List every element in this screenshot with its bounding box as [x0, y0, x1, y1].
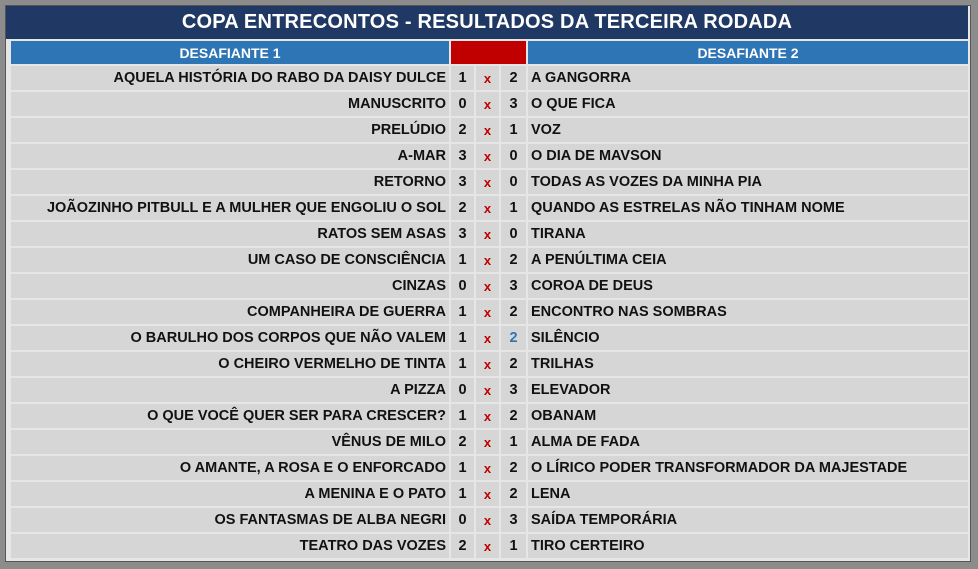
score-1: 2 [451, 430, 474, 454]
versus-separator: x [476, 196, 499, 220]
score-2: 1 [501, 430, 526, 454]
challenger-2-title: LENA [528, 482, 968, 506]
challenger-2-title: COROA DE DEUS [528, 274, 968, 298]
versus-separator: x [476, 534, 499, 558]
versus-separator: x [476, 404, 499, 428]
score-1: 1 [451, 248, 474, 272]
challenger-2-title: ENCONTRO NAS SOMBRAS [528, 300, 968, 324]
score-2: 3 [501, 378, 526, 402]
score-1: 2 [451, 118, 474, 142]
challenger-2-title: TIRANA [528, 222, 968, 246]
versus-separator: x [476, 118, 499, 142]
page-title: COPA ENTRECONTOS - RESULTADOS DA TERCEIRA RODADA [6, 6, 968, 39]
match-row [11, 196, 968, 220]
challenger-2-title: TRILHAS [528, 352, 968, 376]
header-challenger-1: DESAFIANTE 1 [11, 41, 449, 64]
score-2: 0 [501, 144, 526, 168]
score-1: 1 [451, 326, 474, 350]
versus-separator: x [476, 508, 499, 532]
match-row [11, 456, 968, 480]
score-1: 1 [451, 300, 474, 324]
versus-separator: x [476, 430, 499, 454]
match-row [11, 248, 968, 272]
challenger-1-title: JOÃOZINHO PITBULL E A MULHER QUE ENGOLIU O SOL [11, 196, 449, 220]
versus-separator: x [476, 456, 499, 480]
score-1: 1 [451, 352, 474, 376]
score-2: 3 [501, 508, 526, 532]
match-row [11, 144, 968, 168]
versus-separator: x [476, 326, 499, 350]
header-challenger-2: DESAFIANTE 2 [528, 41, 968, 64]
challenger-2-title: A GANGORRA [528, 66, 968, 90]
versus-separator: x [476, 352, 499, 376]
match-row [11, 430, 968, 454]
match-row [11, 378, 968, 402]
challenger-1-title: A PIZZA [11, 378, 449, 402]
challenger-2-title: ELEVADOR [528, 378, 968, 402]
match-rows [11, 66, 968, 560]
challenger-1-title: TEATRO DAS VOZES [11, 534, 449, 558]
score-2: 3 [501, 92, 526, 116]
score-2: 3 [501, 274, 526, 298]
challenger-1-title: A MENINA E O PATO [11, 482, 449, 506]
match-row [11, 274, 968, 298]
versus-separator: x [476, 378, 499, 402]
versus-separator: x [476, 170, 499, 194]
versus-separator: x [476, 274, 499, 298]
challenger-2-title: VOZ [528, 118, 968, 142]
match-row [11, 508, 968, 532]
header-score [451, 41, 526, 64]
score-1: 3 [451, 144, 474, 168]
challenger-1-title: O CHEIRO VERMELHO DE TINTA [11, 352, 449, 376]
score-1: 1 [451, 66, 474, 90]
challenger-1-title: OS FANTASMAS DE ALBA NEGRI [11, 508, 449, 532]
score-1: 1 [451, 404, 474, 428]
challenger-1-title: O BARULHO DOS CORPOS QUE NÃO VALEM [11, 326, 449, 350]
challenger-2-title: QUANDO AS ESTRELAS NÃO TINHAM NOME [528, 196, 968, 220]
challenger-2-title: O DIA DE MAVSON [528, 144, 968, 168]
score-1: 3 [451, 222, 474, 246]
match-row [11, 300, 968, 324]
score-2: 0 [501, 170, 526, 194]
score-1: 2 [451, 534, 474, 558]
challenger-1-title: A-MAR [11, 144, 449, 168]
versus-separator: x [476, 248, 499, 272]
score-1: 0 [451, 378, 474, 402]
match-row [11, 326, 968, 350]
match-row [11, 118, 968, 142]
versus-separator: x [476, 66, 499, 90]
challenger-2-title: TODAS AS VOZES DA MINHA PIA [528, 170, 968, 194]
match-row [11, 92, 968, 116]
match-row [11, 352, 968, 376]
match-row [11, 404, 968, 428]
challenger-2-title: O LÍRICO PODER TRANSFORMADOR DA MAJESTADE [528, 456, 968, 480]
challenger-2-title: ALMA DE FADA [528, 430, 968, 454]
score-2: 2 [501, 248, 526, 272]
challenger-1-title: VÊNUS DE MILO [11, 430, 449, 454]
score-2: 2 [501, 326, 526, 350]
challenger-2-title: SAÍDA TEMPORÁRIA [528, 508, 968, 532]
challenger-1-title: PRELÚDIO [11, 118, 449, 142]
match-row [11, 170, 968, 194]
challenger-1-title: O AMANTE, A ROSA E O ENFORCADO [11, 456, 449, 480]
score-1: 0 [451, 508, 474, 532]
challenger-2-title: A PENÚLTIMA CEIA [528, 248, 968, 272]
challenger-1-title: O QUE VOCÊ QUER SER PARA CRESCER? [11, 404, 449, 428]
versus-separator: x [476, 482, 499, 506]
score-2: 0 [501, 222, 526, 246]
challenger-2-title: TIRO CERTEIRO [528, 534, 968, 558]
versus-separator: x [476, 222, 499, 246]
match-row [11, 482, 968, 506]
match-row [11, 534, 968, 558]
score-1: 3 [451, 170, 474, 194]
score-2: 2 [501, 404, 526, 428]
score-2: 2 [501, 482, 526, 506]
challenger-2-title: O QUE FICA [528, 92, 968, 116]
score-1: 0 [451, 92, 474, 116]
versus-separator: x [476, 300, 499, 324]
challenger-1-title: AQUELA HISTÓRIA DO RABO DA DAISY DULCE [11, 66, 449, 90]
challenger-1-title: RETORNO [11, 170, 449, 194]
score-2: 2 [501, 456, 526, 480]
challenger-1-title: MANUSCRITO [11, 92, 449, 116]
match-row [11, 222, 968, 246]
versus-separator: x [476, 144, 499, 168]
score-1: 1 [451, 482, 474, 506]
challenger-1-title: CINZAS [11, 274, 449, 298]
score-2: 1 [501, 118, 526, 142]
score-1: 1 [451, 456, 474, 480]
score-1: 2 [451, 196, 474, 220]
challenger-2-title: OBANAM [528, 404, 968, 428]
challenger-1-title: COMPANHEIRA DE GUERRA [11, 300, 449, 324]
challenger-1-title: RATOS SEM ASAS [11, 222, 449, 246]
score-1: 0 [451, 274, 474, 298]
score-2: 2 [501, 66, 526, 90]
score-2: 1 [501, 534, 526, 558]
score-2: 2 [501, 352, 526, 376]
score-2: 1 [501, 196, 526, 220]
challenger-2-title: SILÊNCIO [528, 326, 968, 350]
challenger-1-title: UM CASO DE CONSCIÊNCIA [11, 248, 449, 272]
match-row [11, 66, 968, 90]
score-2: 2 [501, 300, 526, 324]
versus-separator: x [476, 92, 499, 116]
